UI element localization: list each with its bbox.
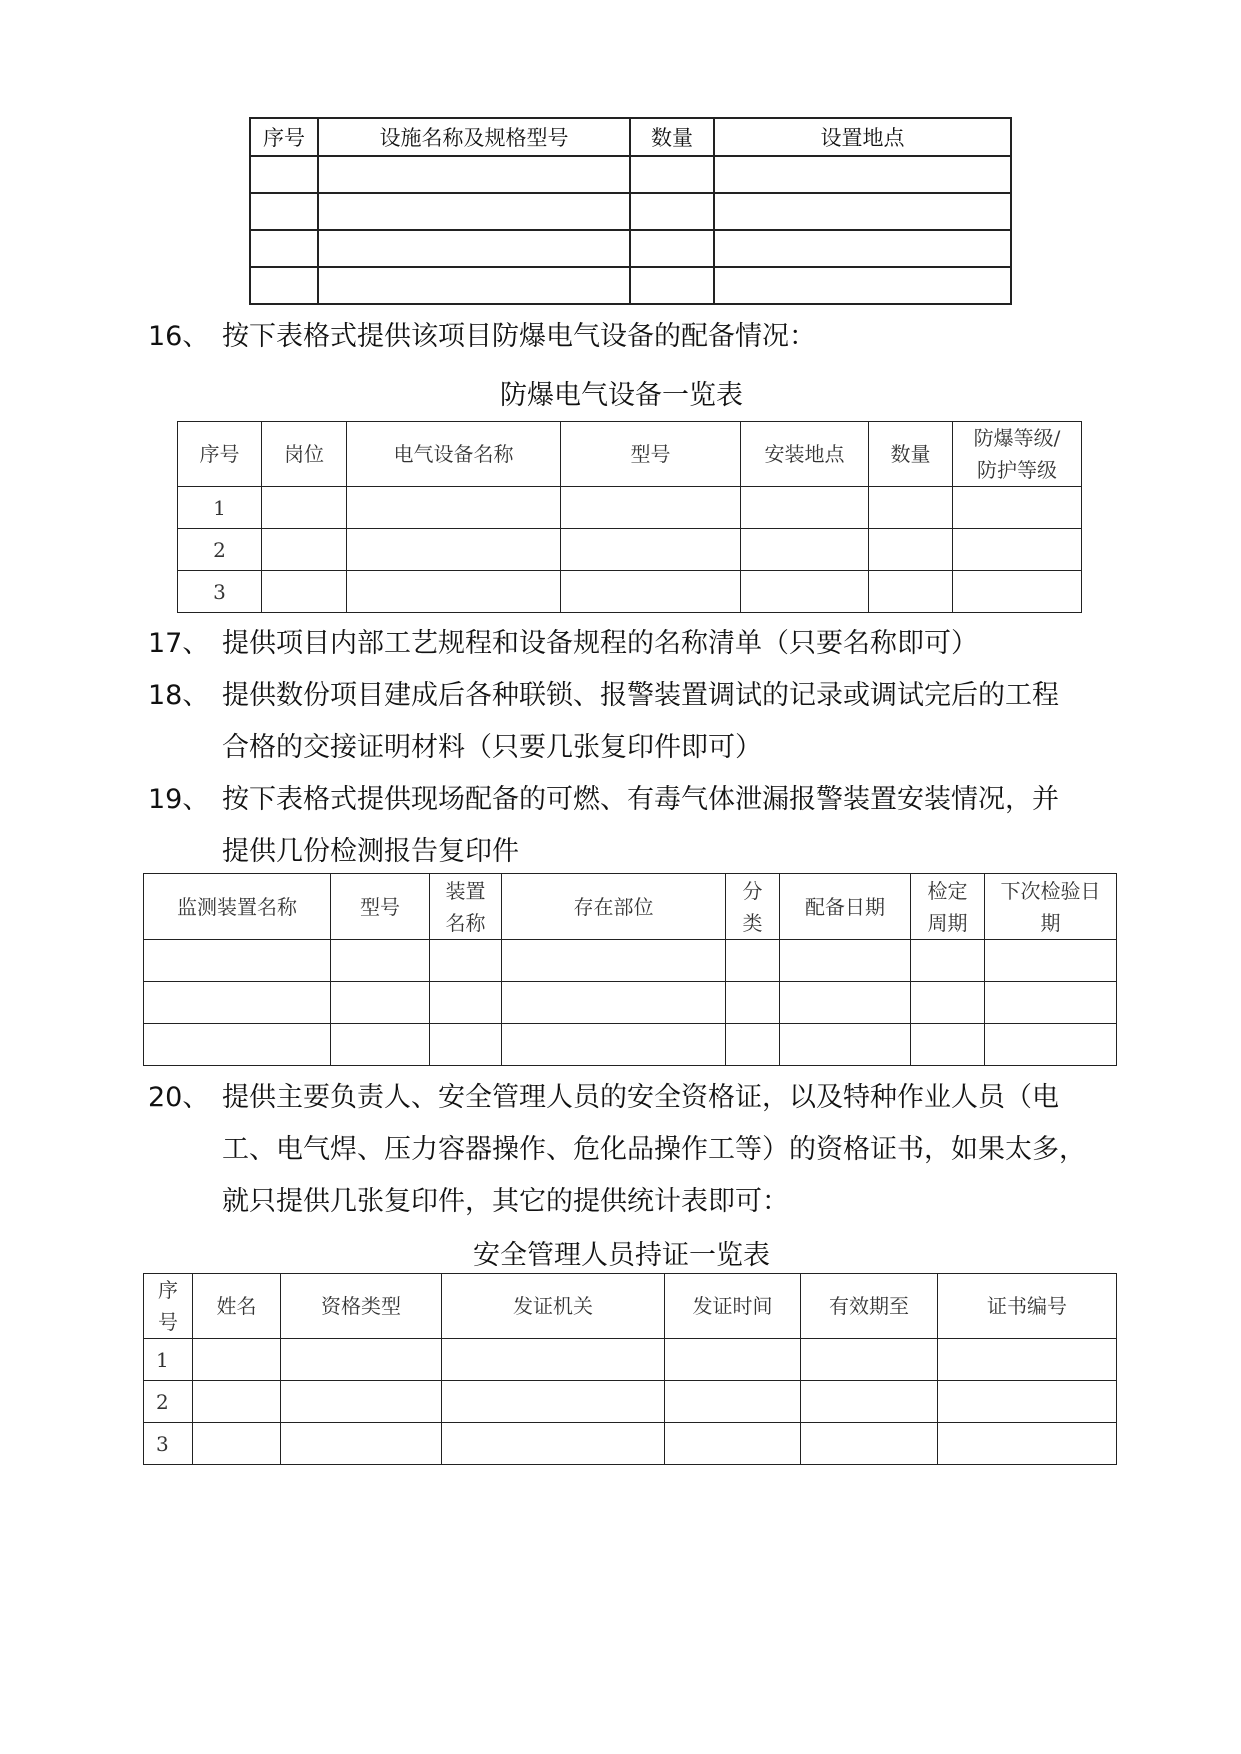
table-cell: [193, 1339, 281, 1381]
table-cell: [714, 267, 1011, 304]
table-cell: [869, 487, 953, 529]
table-row: [144, 1339, 1117, 1381]
table-cell: [318, 193, 630, 230]
header-cell: 序号: [178, 422, 262, 487]
header-cell: 设置地点: [714, 118, 1011, 156]
item-number: 17、: [148, 628, 210, 659]
header-cell: 下次检验日期: [985, 874, 1117, 940]
header-cell: 配备日期: [780, 874, 911, 940]
table-cell: [502, 982, 726, 1024]
header-cell: 数量: [630, 118, 714, 156]
table-cell: [250, 267, 318, 304]
header-cell: 安装地点: [741, 422, 869, 487]
table-cell: 1: [178, 487, 262, 529]
table-cell: [938, 1339, 1117, 1381]
table-cell: [561, 529, 741, 571]
item-text-line-2: 工、电气焊、压力容器操作、危化品操作工等）的资格证书，如果太多，: [222, 1134, 1086, 1165]
item-text-line-1: 提供数份项目建成后各种联锁、报警装置调试的记录或调试完后的工程: [222, 680, 1059, 711]
table-row: [250, 267, 1011, 304]
table-cell: [430, 1024, 502, 1066]
table-cell: [250, 156, 318, 193]
table-cell: [193, 1423, 281, 1465]
table-cell: [347, 529, 561, 571]
header-cell: 监测装置名称: [144, 874, 331, 940]
table-cell: [714, 156, 1011, 193]
table-row: [178, 529, 1082, 571]
table-cell: [331, 1024, 430, 1066]
table-cell: [726, 1024, 780, 1066]
table-header-row: [144, 874, 1117, 940]
item-number: 18、: [148, 680, 210, 711]
table-cell: [250, 230, 318, 267]
table-cell: [630, 267, 714, 304]
header-cell: 有效期至: [801, 1274, 938, 1339]
table-cell: [442, 1423, 665, 1465]
table-cell: [193, 1381, 281, 1423]
table-cell: [347, 571, 561, 613]
table-row: [144, 1423, 1117, 1465]
item-text-line-1: 提供主要负责人、安全管理人员的安全资格证，以及特种作业人员（电: [222, 1082, 1059, 1113]
table-cell: [938, 1423, 1117, 1465]
table-cell: [318, 230, 630, 267]
table-cell: [331, 940, 430, 982]
table-cell: [911, 982, 985, 1024]
facility-table: [249, 117, 1012, 305]
header-cell: 分类: [726, 874, 780, 940]
table-row: [178, 571, 1082, 613]
item-text-line-2: 合格的交接证明材料（只要几张复印件即可）: [222, 732, 762, 763]
table-cell: [442, 1381, 665, 1423]
item-number: 20、: [148, 1082, 210, 1113]
table-cell: [801, 1381, 938, 1423]
table-cell: [665, 1381, 801, 1423]
table-cell: [801, 1339, 938, 1381]
header-cell: 发证机关: [442, 1274, 665, 1339]
table-cell: [780, 1024, 911, 1066]
table-cell: [561, 487, 741, 529]
table-cell: [953, 487, 1082, 529]
table-cell: [665, 1339, 801, 1381]
table-row: [144, 1024, 1117, 1066]
table-cell: [630, 193, 714, 230]
table-cell: [741, 487, 869, 529]
table-row: [144, 982, 1117, 1024]
table-row: [250, 156, 1011, 193]
table-cell: 2: [178, 529, 262, 571]
table-cell: [442, 1339, 665, 1381]
table-cell: [430, 940, 502, 982]
table-cell: [714, 230, 1011, 267]
table-cell: [985, 1024, 1117, 1066]
table-cell: [741, 529, 869, 571]
table-cell: [144, 940, 331, 982]
table-cell: [144, 982, 331, 1024]
table-cell: [502, 1024, 726, 1066]
gas-alarm-table: [143, 873, 1117, 1066]
table-header-row: [250, 118, 1011, 156]
table-cell: [281, 1423, 442, 1465]
table-row: [250, 230, 1011, 267]
header-cell: 证书编号: [938, 1274, 1117, 1339]
table-cell: [726, 940, 780, 982]
table-cell: [262, 487, 347, 529]
header-cell: 装置名称: [430, 874, 502, 940]
table-cell: [630, 156, 714, 193]
table-cell: 3: [178, 571, 262, 613]
header-cell: 岗位: [262, 422, 347, 487]
header-cell: 设施名称及规格型号: [318, 118, 630, 156]
item-text: 按下表格式提供该项目防爆电气设备的配备情况：: [222, 321, 816, 352]
header-cell: 存在部位: [502, 874, 726, 940]
table-cell: [281, 1339, 442, 1381]
table-cell: [331, 982, 430, 1024]
table-cell: 2: [144, 1381, 193, 1423]
table-cell: [801, 1423, 938, 1465]
header-cell: 电气设备名称: [347, 422, 561, 487]
table-cell: [561, 571, 741, 613]
item-text-line-2: 提供几份检测报告复印件: [222, 836, 519, 867]
table-cell: [911, 1024, 985, 1066]
table-cell: [726, 982, 780, 1024]
item-text-line-1: 按下表格式提供现场配备的可燃、有毒气体泄漏报警装置安装情况，并: [222, 784, 1059, 815]
table-cell: [953, 529, 1082, 571]
header-cell: 防爆等级/防护等级: [953, 422, 1082, 487]
table-cell: [938, 1381, 1117, 1423]
table-cell: 1: [144, 1339, 193, 1381]
explosion-proof-equipment-table: [177, 421, 1082, 613]
item-text: 提供项目内部工艺规程和设备规程的名称清单（只要名称即可）: [222, 628, 978, 659]
item-number: 16、: [148, 321, 210, 352]
table-cell: [869, 571, 953, 613]
item-text-line-3: 就只提供几张复印件，其它的提供统计表即可：: [222, 1186, 789, 1217]
table-cell: [911, 940, 985, 982]
table-cell: [347, 487, 561, 529]
table-cell: [780, 940, 911, 982]
table-row: [250, 193, 1011, 230]
table-cell: [318, 267, 630, 304]
table-cell: [318, 156, 630, 193]
table-cell: 3: [144, 1423, 193, 1465]
header-cell: 序号: [144, 1274, 193, 1339]
table-cell: [502, 940, 726, 982]
table-row: [178, 487, 1082, 529]
header-cell: 检定周期: [911, 874, 985, 940]
header-cell: 姓名: [193, 1274, 281, 1339]
table-title: 安全管理人员持证一览表: [473, 1240, 770, 1271]
table-cell: [780, 982, 911, 1024]
table-cell: [262, 529, 347, 571]
table-cell: [714, 193, 1011, 230]
table-cell: [869, 529, 953, 571]
table-header-row: [178, 422, 1082, 487]
item-number: 19、: [148, 784, 210, 815]
header-cell: 序号: [250, 118, 318, 156]
header-cell: 型号: [561, 422, 741, 487]
table-cell: [262, 571, 347, 613]
table-cell: [741, 571, 869, 613]
table-title: 防爆电气设备一览表: [500, 380, 743, 411]
table-cell: [630, 230, 714, 267]
header-cell: 资格类型: [281, 1274, 442, 1339]
header-cell: 数量: [869, 422, 953, 487]
table-cell: [144, 1024, 331, 1066]
header-cell: 发证时间: [665, 1274, 801, 1339]
table-cell: [953, 571, 1082, 613]
table-cell: [430, 982, 502, 1024]
table-header-row: [144, 1274, 1117, 1339]
table-cell: [985, 982, 1117, 1024]
table-cell: [281, 1381, 442, 1423]
table-row: [144, 1381, 1117, 1423]
table-row: [144, 940, 1117, 982]
table-cell: [985, 940, 1117, 982]
header-cell: 型号: [331, 874, 430, 940]
certificate-table: [143, 1273, 1117, 1465]
table-cell: [665, 1423, 801, 1465]
table-cell: [250, 193, 318, 230]
